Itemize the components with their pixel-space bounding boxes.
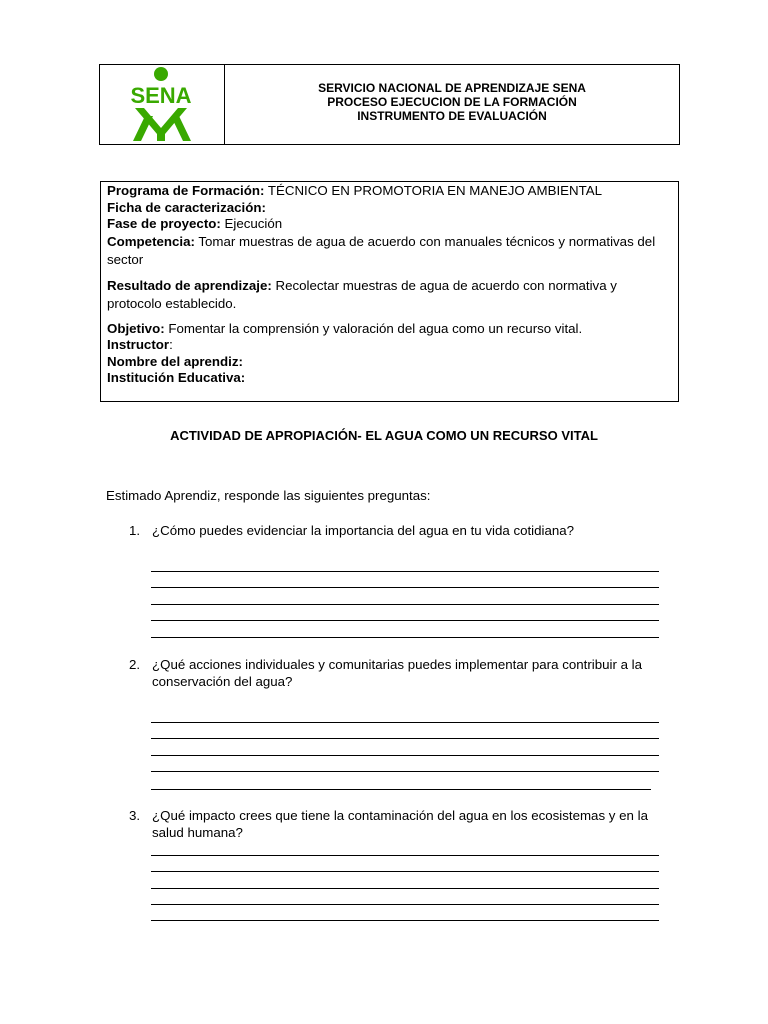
aprendiz-label: Nombre del aprendiz:	[107, 353, 243, 369]
answer-line[interactable]	[151, 789, 651, 790]
resultado-row	[107, 277, 672, 313]
sena-logo	[100, 65, 225, 144]
institucion-row	[107, 370, 672, 387]
objetivo-label: Objetivo:	[107, 320, 165, 336]
programa-row	[107, 183, 672, 200]
question-text: ¿Cómo puedes evidenciar la importancia del agua en tu vida cotidiana?	[152, 523, 575, 538]
activity-title: ACTIVIDAD DE APROPIACIÓN- EL AGUA COMO UN RECURSO VITAL	[170, 428, 598, 443]
activity-intro: Estimado Aprendiz, responde las siguientes preguntas:	[106, 488, 431, 503]
aprendiz-row	[107, 354, 672, 371]
programa-label: Programa de Formación:	[107, 183, 265, 198]
resultado-label: Resultado de aprendizaje:	[107, 277, 272, 293]
answer-line[interactable]	[151, 637, 659, 638]
answer-line[interactable]	[151, 604, 659, 605]
question-text: ¿Qué acciones individuales y comunitarias puedes implementar para contribuir a la conservación del agua?	[152, 657, 643, 689]
instructor-label: Instructor	[107, 337, 170, 352]
instructor-value: :	[169, 337, 173, 352]
competencia-value: Tomar muestras de agua de acuerdo con manuales técnicos y normativas del sector	[107, 233, 656, 267]
objetivo-value: Fomentar la comprensión y valoración del agua como un recurso vital.	[164, 320, 583, 336]
info-box	[100, 181, 679, 402]
competencia-row	[107, 233, 672, 269]
resultado-value: Recolectar muestras de agua de acuerdo con normativa y protocolo establecido.	[107, 277, 617, 311]
answer-line[interactable]	[151, 771, 659, 772]
sena-logo-icon	[120, 66, 204, 144]
header-title-line3: INSTRUMENTO DE EVALUACIÓN	[357, 109, 547, 123]
question-number: 1.	[129, 523, 141, 538]
institucion-label: Institución Educativa:	[107, 370, 246, 385]
competencia-label: Competencia:	[107, 233, 195, 249]
programa-value: TÉCNICO EN PROMOTORIA EN MANEJO AMBIENTAL	[264, 183, 603, 198]
fase-row	[107, 216, 672, 233]
answer-line[interactable]	[151, 755, 659, 756]
question-number: 2.	[129, 657, 141, 672]
instructor-row	[107, 337, 672, 354]
fase-value: Ejecución	[220, 216, 283, 231]
answer-line[interactable]	[151, 920, 659, 921]
ficha-row	[107, 200, 672, 217]
answer-line[interactable]	[151, 587, 659, 588]
answer-line[interactable]	[151, 871, 659, 872]
question-number: 3.	[129, 808, 141, 823]
header-title	[225, 65, 679, 144]
ficha-label: Ficha de caracterización:	[107, 199, 266, 215]
answer-line[interactable]	[151, 571, 659, 572]
answer-line[interactable]	[151, 888, 659, 889]
header-title-line1: SERVICIO NACIONAL DE APRENDIZAJE SENA	[318, 81, 586, 95]
answer-line[interactable]	[151, 738, 659, 739]
answer-line[interactable]	[151, 722, 659, 723]
header-table	[99, 64, 680, 145]
answer-line[interactable]	[151, 855, 659, 856]
fase-label: Fase de proyecto:	[107, 216, 221, 231]
sena-logo-text: SENA	[130, 82, 192, 108]
answer-line[interactable]	[151, 620, 659, 621]
header-title-line2: PROCESO EJECUCION DE LA FORMACIÓN	[327, 95, 577, 109]
question-text: ¿Qué impacto crees que tiene la contaminación del agua en los ecosistemas y en la salud humana?	[152, 808, 648, 840]
objetivo-row	[107, 321, 672, 338]
answer-line[interactable]	[151, 904, 659, 905]
